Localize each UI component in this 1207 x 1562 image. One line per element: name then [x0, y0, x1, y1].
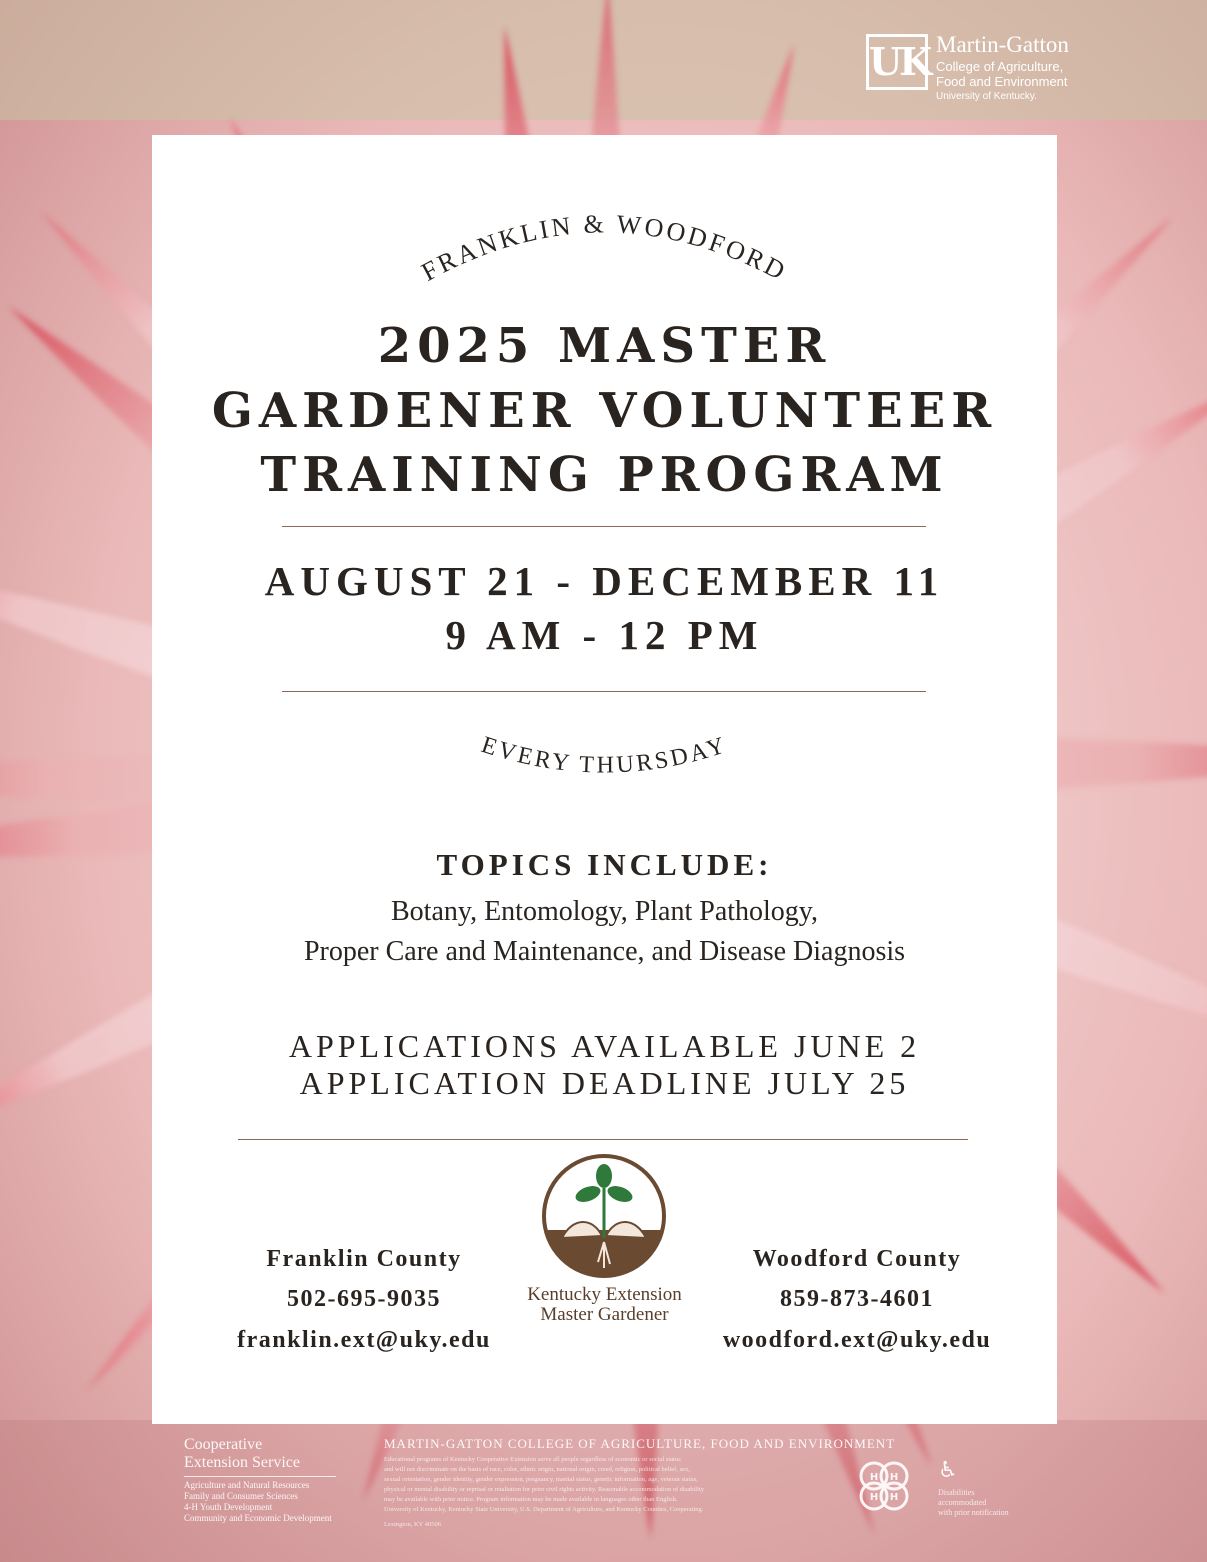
ces-program-2: Family and Consumer Sciences [184, 1491, 298, 1501]
svg-text:H: H [889, 1492, 899, 1503]
uk-logo: UK [866, 34, 928, 90]
ces-program-1: Agriculture and Natural Resources [184, 1480, 310, 1490]
brand-line2: Food and Environment [936, 74, 1068, 89]
application-deadline: APPLICATION DEADLINE JULY 25 [299, 1065, 910, 1101]
fine-print-7: Lexington, KY 40506 [384, 1521, 441, 1528]
four-h-clover-icon [852, 1454, 916, 1518]
brand-line3: University of Kentucky. [936, 91, 1037, 102]
fine-print-2: and will not discriminate on the basis of race, color, ethnic origin, national origin, creed, religion, political belief, sex, [384, 1466, 690, 1473]
arc-heading-text: FRANKLIN & WOODFORD [416, 209, 793, 287]
divider-middle [282, 691, 926, 692]
ces-divider [184, 1476, 336, 1477]
woodford-county-name: Woodford County [752, 1246, 962, 1272]
title-line1: 2025 MASTER [377, 318, 832, 374]
college-name: MARTIN-GATTON COLLEGE OF AGRICULTURE, FOOD AND ENVIRONMENT [384, 1436, 896, 1451]
master-gardener-logo [492, 1152, 717, 1325]
ces-line2: Extension Service [184, 1454, 300, 1471]
divider-top [282, 526, 926, 527]
fine-print-3: sexual orientation, gender identity, gender expression, pregnancy, marital status, genetic information, age, veteran status, [384, 1476, 698, 1483]
franklin-email[interactable]: franklin.ext@uky.edu [237, 1327, 491, 1353]
fine-print-1: Educational programs of Kentucky Cooperative Extension serve all people regardless of economic or social status [384, 1456, 681, 1463]
ces-program-4: Community and Economic Development [184, 1513, 332, 1523]
title-line3: TRAINING PROGRAM [260, 447, 949, 503]
brand-line1: College of Agriculture, [936, 59, 1064, 74]
disability-line3: with prior notification [938, 1508, 1009, 1517]
franklin-phone: 502-695-9035 [287, 1286, 441, 1312]
svg-text:H: H [889, 1472, 899, 1483]
woodford-phone: 859-873-4601 [780, 1286, 934, 1312]
date-range: AUGUST 21 - DECEMBER 11 [264, 558, 945, 604]
fine-print-5: may be available with prior notice. Program information may be made available in languages other than English. [384, 1496, 678, 1503]
disability-line2: accommodated [938, 1498, 987, 1507]
svg-text:H: H [869, 1492, 879, 1503]
mg-logo-line2: Master Gardener [540, 1304, 669, 1325]
ces-line1: Cooperative [184, 1436, 263, 1453]
topics-line1: Botany, Entomology, Plant Pathology, [391, 896, 818, 927]
accessibility-icon: ♿ [938, 1458, 958, 1483]
topics-heading: TOPICS INCLUDE: [436, 847, 773, 882]
time-range: 9 AM - 12 PM [445, 612, 764, 658]
hands-seedling-icon [492, 1152, 717, 1282]
arc-heading [152, 135, 1057, 335]
arc-day [152, 695, 1057, 815]
brand-name: Martin-Gatton [936, 32, 1069, 57]
arc-day-text: EVERY THURSDAY [478, 731, 731, 779]
title-line2: GARDENER VOLUNTEER [211, 383, 998, 439]
disability-line1: Disabilities [938, 1488, 975, 1497]
fine-print-6: University of Kentucky, Kentucky State University, U.S. Department of Agriculture, and Kentucky Counties, Cooperating. [384, 1506, 704, 1513]
fine-print-4: physical or mental disability or reprisal or retaliation for prior civil rights activity. Reasonable accommodation of disability [384, 1486, 704, 1493]
applications-available: APPLICATIONS AVAILABLE JUNE 2 [288, 1028, 921, 1064]
mg-logo-line1: Kentucky Extension [527, 1284, 682, 1305]
svg-text:H: H [869, 1472, 879, 1483]
woodford-email[interactable]: woodford.ext@uky.edu [722, 1327, 992, 1353]
ces-program-3: 4-H Youth Development [184, 1502, 273, 1512]
topics-line2: Proper Care and Maintenance, and Disease Diagnosis [303, 936, 906, 967]
franklin-county-name: Franklin County [266, 1246, 462, 1272]
flyer-card [152, 135, 1057, 1424]
divider-bottom [238, 1139, 968, 1140]
